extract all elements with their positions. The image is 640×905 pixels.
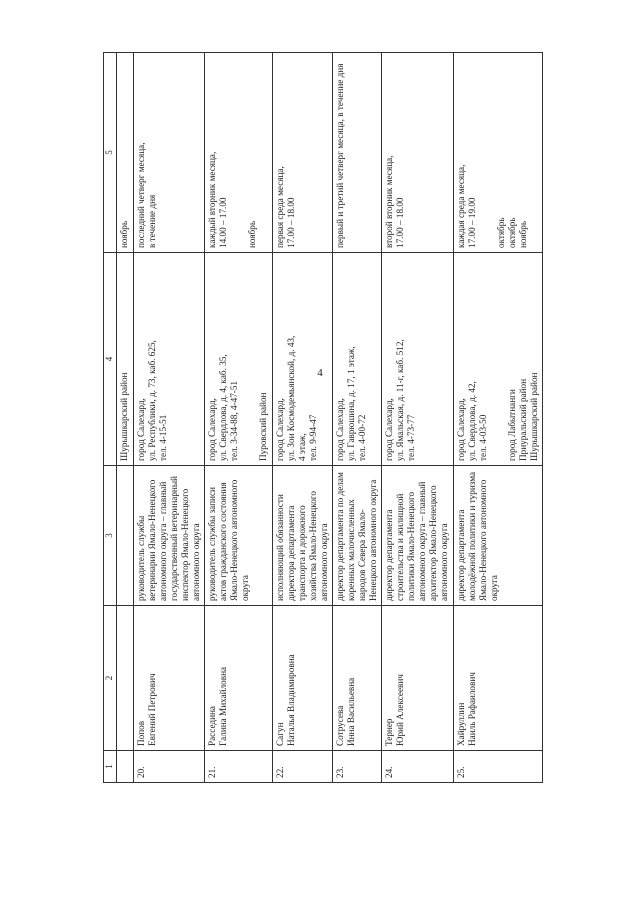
rotated-table-wrapper [103, 53, 543, 783]
table-row [453, 53, 542, 783]
person-name: Хайруллин Наиль Рафаилович [453, 606, 542, 751]
table-row [134, 53, 205, 783]
continuation-district: Шурышкарский район [117, 253, 134, 466]
person-position: директор департамента молодёжной политики и туризма Ямало-Ненецкого автономного округа [453, 466, 542, 606]
reception-address: город Салехард, ул. Ямальская, д. 11-г, каб. 512, тел. 4-73-77 [382, 253, 453, 466]
reception-address: город Салехард, ул. Свердлова, д. 4, каб. 35, тел. 3-34-88, 4-47-51 Пуровский район [205, 253, 272, 466]
header-cell-2: 2 [104, 606, 117, 751]
reception-address-extra: город Лабытнанги Приуральский район Шурышкарский район [506, 372, 539, 461]
continuation-row [117, 53, 134, 783]
reception-schedule: каждый вторник месяца, 14.00 – 17.00 ноябрь [205, 53, 272, 253]
header-cell-4: 4 [104, 253, 117, 466]
person-name: Тернер Юрий Алексеевич [382, 606, 453, 751]
row-number: 23. [333, 751, 382, 783]
row-number: 22. [272, 751, 332, 783]
person-position: руководитель службы ветеринарии Ямало-Ненецкого автономного округа – главный государственный ветеринарный инспектор Ямало-Ненецкого автономного округа [134, 466, 205, 606]
person-name: Попов Евгений Петрович [134, 606, 205, 751]
table-row [382, 53, 453, 783]
person-name: Расседина Галина Михайловна [205, 606, 272, 751]
reception-schedule: последний четверг месяца, в течение дня [134, 53, 205, 253]
reception-address: город Салехард, ул. Зои Космодемьянской, д. 43, 4 этаж, тел. 9-94-47 [272, 253, 332, 466]
person-name: Сагун Наталья Владимировна [272, 606, 332, 751]
person-name: Сотрусева Инна Васильевна [333, 606, 382, 751]
header-cell-5: 5 [104, 53, 117, 253]
row-number: 20. [134, 751, 205, 783]
reception-address: город Салехард, ул. Свердлова, д. 42, тел. 4-03-50 город Лабытнанги Приуральский район Шурышкарский район [453, 253, 542, 466]
person-position: директор департамента по делам коренных малочисленных народов Севера Ямало-Ненецкого автономного округа [333, 466, 382, 606]
reception-address: город Салехард, ул. Гаврюшина, д. 17, 1 этаж, тел. 4-00-72 [333, 253, 382, 466]
header-row [104, 53, 117, 783]
row-number: 25. [453, 751, 542, 783]
reception-schedule: второй вторник месяца, 17.00 – 18.00 [382, 53, 453, 253]
person-position: директор департамента строительства и жилищной политики Ямало-Ненецкого автономного округа – главный архитектор Ямало-Ненецкого автономного округа [382, 466, 453, 606]
reception-schedule: первый и третий четверг месяца, в течение дня [333, 53, 382, 253]
reception-address: город Салехард, ул. Республики, д. 73, каб. 625, тел. 4-15-51 [134, 253, 205, 466]
header-cell-3: 3 [104, 466, 117, 606]
table-row [272, 53, 332, 783]
continuation-schedule: ноябрь [117, 53, 134, 253]
reception-schedule: первая среда месяца, 17.00 – 18.00 [272, 53, 332, 253]
row-number: 24. [382, 751, 453, 783]
table-row [205, 53, 272, 783]
header-cell-1: 1 [104, 751, 117, 783]
table-row [333, 53, 382, 783]
person-position: исполняющий обязанности директора департамента транспорта и дорожного хозяйства Ямало-Ненецкого автономного округа [272, 466, 332, 606]
row-number: 21. [205, 751, 272, 783]
reception-schedule: каждая среда месяца, 17.00 – 19.00 октябрь октябрь ноябрь [453, 53, 542, 253]
reception-schedule-table [103, 53, 543, 783]
reception-schedule-extra: октябрь октябрь ноябрь [495, 217, 528, 248]
page-number: 4 [317, 367, 323, 379]
reception-address-extra: Пуровский район [258, 392, 269, 461]
reception-schedule-extra: ноябрь [247, 220, 258, 248]
person-position: руководитель службы записи актов гражданского состояния Ямало-Ненецкого автономного округа [205, 466, 272, 606]
